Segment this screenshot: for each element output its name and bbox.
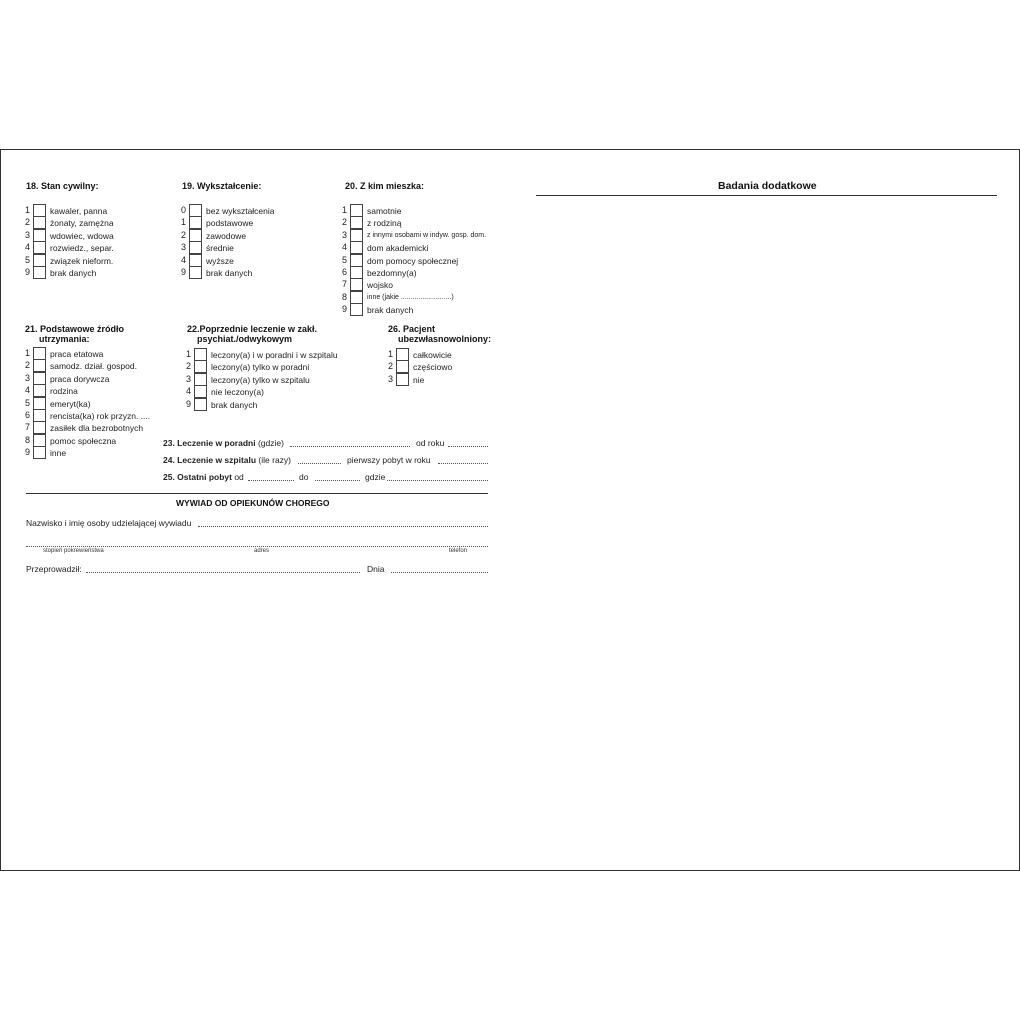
option-label: podstawowe: [206, 218, 254, 229]
option-checkbox[interactable]: [189, 216, 202, 229]
first-stay-year-field[interactable]: [438, 463, 488, 464]
section-23-label: [163, 438, 284, 448]
option-checkbox[interactable]: [33, 359, 46, 372]
option-checkbox[interactable]: [33, 397, 46, 410]
option-checkbox[interactable]: [396, 348, 409, 361]
section-21-title-line2: utrzymania:: [39, 334, 90, 344]
option-number: 3: [25, 229, 31, 240]
option-label: częściowo: [413, 362, 453, 373]
option-checkbox[interactable]: [350, 229, 363, 242]
option-label: wyższe: [206, 255, 234, 266]
option-label: bezdomny(a): [367, 268, 417, 278]
section-24-normal: (ile razy): [256, 455, 292, 465]
conducted-by-label: Przeprowadził:: [26, 564, 82, 574]
option-label: dom pomocy społecznej: [367, 255, 459, 266]
hospital-times-field[interactable]: [298, 463, 341, 464]
section-21-title: [25, 324, 124, 344]
option-number: 9: [25, 447, 31, 458]
section-26-title-line2: ubezwłasnowolniony:: [398, 334, 492, 344]
option-number: 1: [342, 205, 348, 215]
section-23-since-label: od roku: [416, 438, 445, 448]
section-18-title: 18. Stan cywilny:: [26, 181, 99, 191]
option-label: wdowiec, wdowa: [50, 230, 114, 241]
option-checkbox[interactable]: [350, 266, 363, 279]
option-label: inne (jakie ..........................): [367, 293, 454, 301]
option-checkbox[interactable]: [33, 372, 46, 385]
option-number: 9: [181, 267, 187, 277]
option-label: pomoc społeczna: [50, 435, 117, 446]
option-label: samodz. dział. gospod.: [50, 361, 137, 372]
option-label: rencista(ka) rok przyzn. ....: [50, 411, 151, 421]
option-checkbox[interactable]: [350, 241, 363, 254]
section-25-to-label: do: [299, 472, 309, 482]
option-label: samotnie: [367, 206, 402, 216]
option-label: związek nieform.: [50, 255, 114, 266]
option-number: 4: [25, 242, 31, 253]
option-label: zasiłek dla bezrobotnych: [50, 423, 144, 434]
section-22-title-line1: 22.Poprzednie leczenie w zakł.: [187, 324, 318, 334]
clinic-since-year-field[interactable]: [448, 446, 488, 447]
option-checkbox[interactable]: [33, 241, 46, 254]
option-number: 8: [342, 291, 348, 302]
option-number: 5: [342, 254, 348, 265]
section-25-where-label: gdzie: [365, 472, 386, 482]
option-label: brak danych: [206, 268, 253, 278]
option-label: całkowicie: [413, 350, 452, 360]
option-checkbox[interactable]: [396, 373, 409, 386]
option-label: z rodziną: [367, 218, 402, 229]
option-label: brak danych: [367, 305, 414, 316]
option-checkbox[interactable]: [350, 303, 363, 316]
conducted-by-field[interactable]: [86, 572, 360, 573]
option-checkbox[interactable]: [33, 254, 46, 267]
option-label: rozwiedz., separ.: [50, 243, 114, 254]
option-label: nie: [413, 374, 425, 385]
option-number: 5: [25, 397, 31, 408]
date-label: Dnia: [367, 564, 385, 574]
option-checkbox[interactable]: [350, 216, 363, 229]
option-label: zawodowe: [206, 230, 247, 241]
option-checkbox[interactable]: [194, 385, 207, 398]
option-checkbox[interactable]: [33, 409, 46, 422]
option-number: 2: [388, 361, 394, 372]
option-checkbox[interactable]: [33, 347, 46, 360]
option-number: 9: [186, 398, 192, 409]
option-label: inne: [50, 448, 67, 459]
option-number: 1: [25, 205, 31, 215]
option-checkbox[interactable]: [189, 204, 202, 217]
option-checkbox[interactable]: [33, 446, 46, 459]
option-checkbox[interactable]: [194, 398, 207, 411]
option-number: 3: [181, 242, 187, 253]
option-number: 8: [25, 434, 31, 445]
option-number: 3: [342, 229, 348, 240]
section-22-title-line2: psychiat./odwykowym: [197, 334, 293, 344]
option-label: dom akademicki: [367, 243, 429, 254]
option-number: 7: [25, 422, 31, 433]
option-checkbox[interactable]: [350, 278, 363, 291]
option-label: brak danych: [211, 399, 258, 410]
option-number: 4: [342, 242, 348, 253]
option-label: leczony(a) tylko w szpitalu: [211, 374, 310, 385]
option-checkbox[interactable]: [33, 421, 46, 434]
section-25-normal: od: [231, 472, 244, 482]
option-number: 2: [25, 217, 31, 228]
option-number: 4: [25, 385, 31, 396]
relation-sublabel: stopień pokrewieństwa: [43, 548, 104, 554]
option-number: 3: [388, 373, 394, 384]
option-label: leczony(a) i w poradni i w szpitalu: [211, 350, 338, 360]
last-stay-from-field[interactable]: [248, 480, 294, 481]
option-label: wojsko: [367, 280, 393, 291]
section-24-label: [163, 455, 291, 465]
option-checkbox[interactable]: [189, 254, 202, 267]
option-number: 6: [25, 410, 31, 420]
option-checkbox[interactable]: [33, 229, 46, 242]
option-label: żonaty, zamężna: [50, 218, 114, 229]
section-24-first-stay-label: pierwszy pobyt w roku: [347, 455, 431, 465]
option-number: 1: [181, 217, 187, 228]
option-checkbox[interactable]: [396, 360, 409, 373]
option-checkbox[interactable]: [33, 434, 46, 447]
option-number: 9: [342, 304, 348, 315]
option-label: praca dorywcza: [50, 373, 110, 384]
option-number: 2: [25, 360, 31, 371]
informant-name-field[interactable]: [198, 526, 488, 527]
section-24-bold: 24. Leczenie w szpitalu: [163, 455, 257, 465]
option-number: 3: [25, 372, 31, 383]
section-26-title: [388, 324, 491, 344]
clinic-where-field[interactable]: [290, 446, 410, 447]
form-sheet: [0, 149, 1020, 871]
additional-tests-rule: [536, 195, 997, 196]
option-checkbox[interactable]: [350, 204, 363, 217]
option-checkbox[interactable]: [189, 229, 202, 242]
option-label: kawaler, panna: [50, 206, 108, 216]
option-label: bez wykształcenia: [206, 206, 275, 216]
option-checkbox[interactable]: [194, 360, 207, 373]
last-stay-to-field[interactable]: [315, 480, 360, 481]
section-23-bold: 23. Leczenie w poradni: [163, 438, 256, 448]
option-checkbox[interactable]: [350, 254, 363, 267]
option-number: 0: [181, 205, 187, 215]
option-checkbox[interactable]: [33, 266, 46, 279]
section-19-title: 19. Wykształcenie:: [182, 181, 262, 191]
option-number: 2: [181, 229, 187, 240]
section-divider: [26, 493, 488, 494]
option-label: średnie: [206, 243, 234, 254]
section-21-title-line1: 21. Podstawowe źródło: [25, 324, 125, 334]
section-20-title: 20. Z kim mieszka:: [345, 181, 425, 191]
option-number: 5: [25, 254, 31, 265]
option-number: 3: [186, 373, 192, 384]
option-number: 2: [186, 361, 192, 372]
section-23-normal: (gdzie): [255, 438, 284, 448]
option-number: 6: [342, 267, 348, 277]
additional-tests-title: Badania dodatkowe: [718, 180, 817, 192]
section-26-title-line1: 26. Pacjent: [388, 324, 436, 334]
option-checkbox[interactable]: [189, 241, 202, 254]
option-checkbox[interactable]: [33, 384, 46, 397]
option-label: emeryt(ka): [50, 398, 91, 409]
option-checkbox[interactable]: [350, 291, 363, 304]
option-number: 2: [342, 217, 348, 228]
option-checkbox[interactable]: [33, 216, 46, 229]
phone-sublabel: telefon: [449, 548, 468, 554]
option-label: z innymi osobami w indyw. gosp. dom.: [367, 231, 487, 239]
option-label: leczony(a) tylko w poradni: [211, 362, 310, 373]
option-label: praca etatowa: [50, 349, 104, 359]
section-25-label: [163, 472, 244, 482]
option-number: 1: [388, 349, 394, 359]
option-number: 1: [186, 349, 192, 359]
option-number: 7: [342, 279, 348, 290]
option-number: 4: [186, 386, 192, 397]
option-number: 4: [181, 254, 187, 265]
interview-title: WYWIAD OD OPIEKUNÓW CHOREGO: [176, 498, 330, 508]
informant-details-field[interactable]: [26, 546, 488, 547]
section-25-bold: 25. Ostatni pobyt: [163, 472, 232, 482]
option-checkbox[interactable]: [194, 348, 207, 361]
option-number: 1: [25, 348, 31, 358]
option-number: 9: [25, 267, 31, 277]
address-sublabel: adres: [254, 548, 270, 554]
option-label: rodzina: [50, 386, 78, 397]
option-label: nie leczony(a): [211, 387, 264, 398]
option-checkbox[interactable]: [33, 204, 46, 217]
option-label: brak danych: [50, 268, 97, 278]
last-stay-where-field[interactable]: [387, 480, 488, 481]
informant-name-label: Nazwisko i imię osoby udzielającej wywiadu: [26, 518, 192, 528]
option-checkbox[interactable]: [189, 266, 202, 279]
option-checkbox[interactable]: [194, 373, 207, 386]
section-22-title: [187, 324, 317, 344]
date-field[interactable]: [391, 572, 488, 573]
